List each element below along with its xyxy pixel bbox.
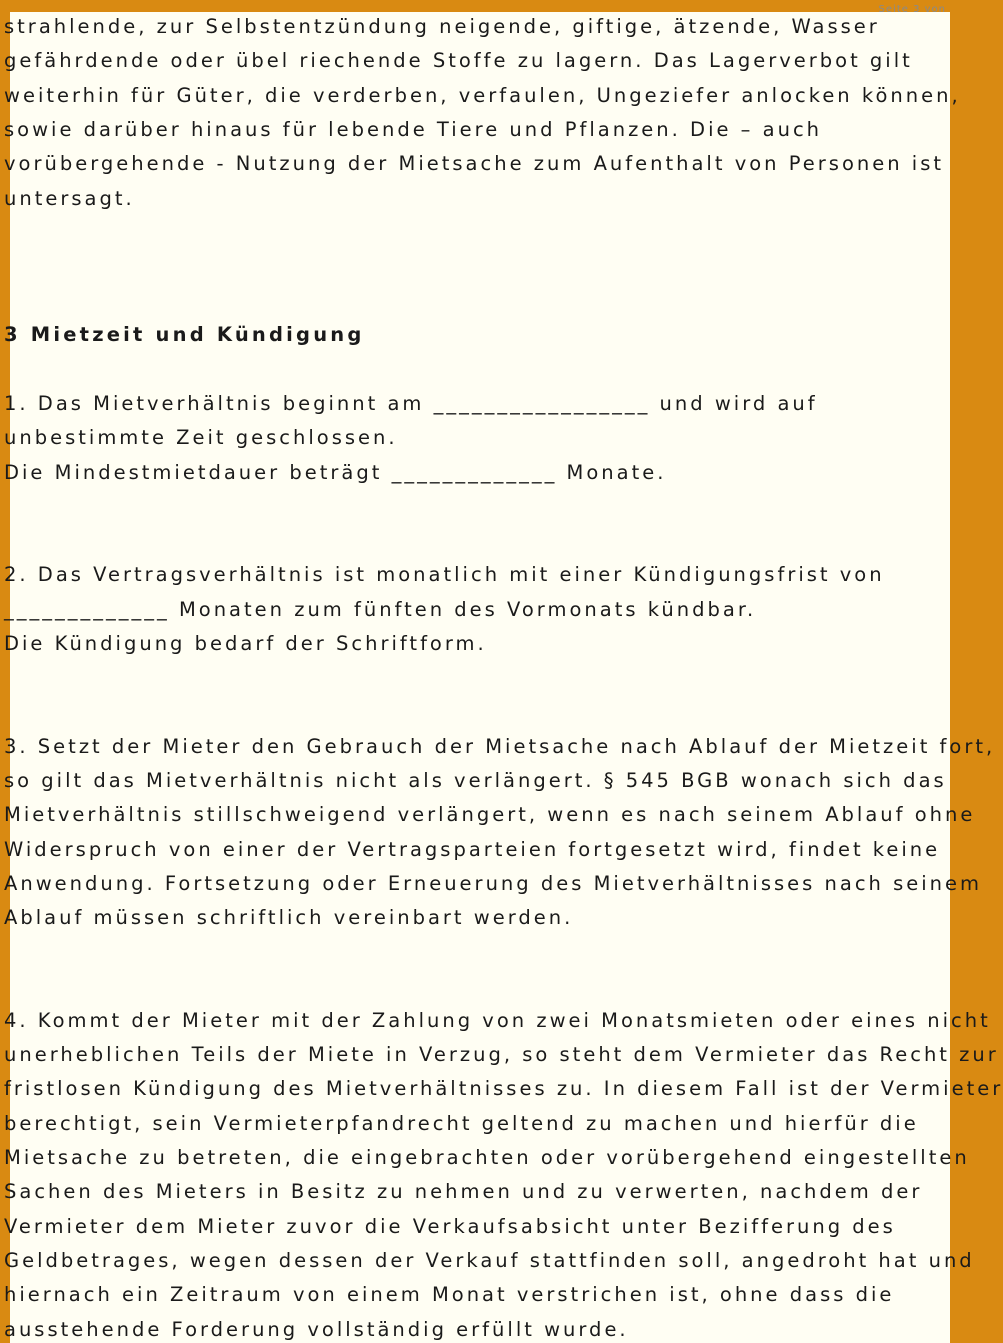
- text-line: unbestimmte Zeit geschlossen.: [4, 426, 398, 449]
- text-line: 3. Setzt der Mieter den Gebrauch der Mietsache nach Ablauf der Mietzeit fort,: [4, 735, 996, 758]
- text-line: ausstehende Forderung vollständig erfüllt wurde.: [4, 1318, 629, 1341]
- text-line: Vermieter dem Mieter zuvor die Verkaufsabsicht unter Bezifferung des: [4, 1215, 896, 1238]
- text-line: unerheblichen Teils der Miete in Verzug, so steht dem Vermieter das Recht zur: [4, 1043, 999, 1066]
- text-line: gefährdende oder übel riechende Stoffe zu lagern. Das Lagerverbot gilt: [4, 49, 913, 72]
- text-line: 2. Das Vertragsverhältnis ist monatlich mit einer Kündigungsfrist von: [4, 563, 885, 586]
- text-line: Sachen des Mieters in Besitz zu nehmen und zu verwerten, nachdem der: [4, 1180, 923, 1203]
- text-line: berechtigt, sein Vermieterpfandrecht geltend zu machen und hierfür die: [4, 1112, 919, 1135]
- text-line: sowie darüber hinaus für lebende Tiere und Pflanzen. Die – auch: [4, 118, 823, 141]
- text-line: weiterhin für Güter, die verderben, verfaulen, Ungeziefer anlocken können,: [4, 84, 961, 107]
- text-line: Mietsache zu betreten, die eingebrachten oder vorübergehend eingestellten: [4, 1146, 970, 1169]
- document-page: [4, 4, 1003, 1343]
- text-line: untersagt.: [4, 187, 135, 210]
- text-line: 1. Das Mietverhältnis beginnt am _________________ und wird auf: [4, 392, 818, 415]
- text-line: Die Mindestmietdauer beträgt _____________ Monate.: [4, 461, 667, 484]
- text-line: Ablauf müssen schriftlich vereinbart werden.: [4, 906, 574, 929]
- text-line: _____________ Monaten zum fünften des Vormonats kündbar.: [4, 598, 757, 621]
- text-line: so gilt das Mietverhältnis nicht als verlängert. § 545 BGB wonach sich das: [4, 769, 947, 792]
- text-line: 4. Kommt der Mieter mit der Zahlung von zwei Monatsmieten oder eines nicht: [4, 1009, 991, 1032]
- text-line: Geldbetrages, wegen dessen der Verkauf stattfinden soll, angedroht hat und: [4, 1249, 975, 1272]
- text-line: Anwendung. Fortsetzung oder Erneuerung des Mietverhältnisses nach seinem: [4, 872, 983, 895]
- text-line: Widerspruch von einer der Vertragsparteien fortgesetzt wird, findet keine: [4, 838, 941, 861]
- text-line: hiernach ein Zeitraum von einem Monat verstrichen ist, ohne dass die: [4, 1283, 895, 1306]
- text-line: fristlosen Kündigung des Mietverhältnisses zu. In diesem Fall ist der Vermieter: [4, 1077, 1003, 1100]
- text-line: vorübergehende - Nutzung der Mietsache zum Aufenthalt von Personen ist: [4, 152, 945, 175]
- text-line: strahlende, zur Selbstentzündung neigende, giftige, ätzende, Wasser: [4, 15, 880, 38]
- page-number: Seite 3 von: [878, 4, 946, 15]
- text-line: Die Kündigung bedarf der Schriftform.: [4, 632, 487, 655]
- text-line: Mietverhältnis stillschweigend verlängert, wenn es nach seinem Ablauf ohne: [4, 803, 976, 826]
- section-heading: 3 Mietzeit und Kündigung: [4, 323, 365, 346]
